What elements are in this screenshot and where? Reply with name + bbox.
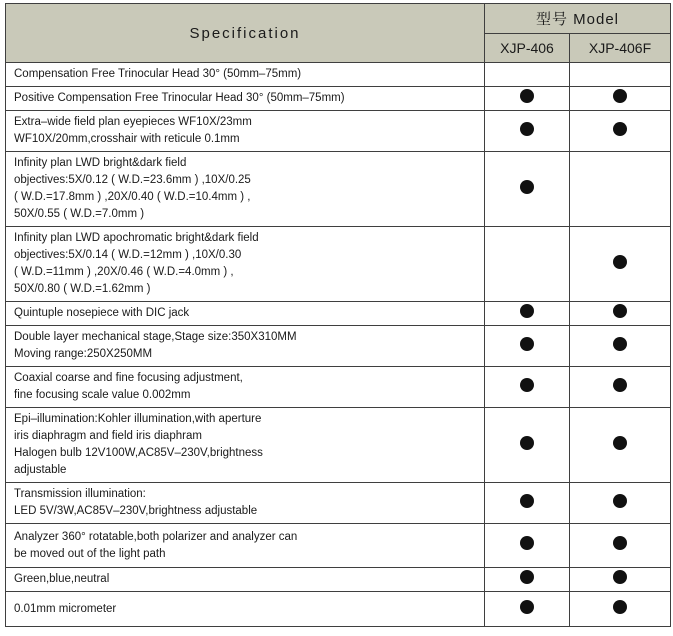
- model-xjp-406-header: XJP-406: [485, 33, 570, 63]
- spec-text: 0.01mm micrometer: [6, 592, 485, 627]
- spec-text: Green,blue,neutral: [6, 568, 485, 592]
- included-dot-icon: [613, 89, 627, 103]
- xjp-406-cell: [485, 408, 570, 483]
- xjp-406f-cell: [570, 87, 671, 111]
- included-dot-icon: [520, 304, 534, 318]
- xjp-406-cell: [485, 227, 570, 302]
- table-row: [6, 367, 671, 408]
- spec-text: Epi–illumination:Kohler illumination,with aperture iris diaphragm and field iris diaphram Halogen bulb 12V100W,AC85V–230V,brightness adjustable: [6, 408, 485, 483]
- xjp-406f-cell: [570, 326, 671, 367]
- table-row: [6, 326, 671, 367]
- xjp-406f-cell: [570, 367, 671, 408]
- table-row: [6, 227, 671, 302]
- included-dot-icon: [520, 89, 534, 103]
- xjp-406-cell: [485, 152, 570, 227]
- specification-rows: [6, 63, 671, 627]
- table-row: [6, 87, 671, 111]
- included-dot-icon: [613, 494, 627, 508]
- xjp-406-cell: [485, 568, 570, 592]
- xjp-406f-cell: [570, 111, 671, 152]
- specification-header: Specification: [6, 4, 485, 63]
- xjp-406f-cell: [570, 152, 671, 227]
- included-dot-icon: [520, 494, 534, 508]
- table-row: [6, 483, 671, 524]
- xjp-406-cell: [485, 302, 570, 326]
- included-dot-icon: [520, 600, 534, 614]
- spec-text: Infinity plan LWD bright&dark field objectives:5X/0.12 ( W.D.=23.6mm ) ,10X/0.25 ( W.D.=17.8mm ) ,20X/0.40 ( W.D.=10.4mm ) , 50X/0.55 ( W.D.=7.0mm ): [6, 152, 485, 227]
- included-dot-icon: [520, 378, 534, 392]
- included-dot-icon: [520, 570, 534, 584]
- spec-text: Analyzer 360° rotatable,both polarizer and analyzer can be moved out of the light path: [6, 524, 485, 568]
- xjp-406-cell: [485, 367, 570, 408]
- model-xjp-406f-header: XJP-406F: [570, 33, 671, 63]
- included-dot-icon: [613, 378, 627, 392]
- included-dot-icon: [613, 436, 627, 450]
- spec-text: Transmission illumination: LED 5V/3W,AC85V–230V,brightness adjustable: [6, 483, 485, 524]
- xjp-406f-cell: [570, 63, 671, 87]
- table-row: [6, 152, 671, 227]
- included-dot-icon: [520, 180, 534, 194]
- table-row: [6, 592, 671, 627]
- included-dot-icon: [613, 570, 627, 584]
- table-row: [6, 63, 671, 87]
- xjp-406f-cell: [570, 568, 671, 592]
- xjp-406f-cell: [570, 524, 671, 568]
- included-dot-icon: [520, 536, 534, 550]
- included-dot-icon: [520, 436, 534, 450]
- included-dot-icon: [613, 600, 627, 614]
- included-dot-icon: [613, 536, 627, 550]
- spec-text: Compensation Free Trinocular Head 30° (50mm–75mm): [6, 63, 485, 87]
- included-dot-icon: [613, 337, 627, 351]
- xjp-406-cell: [485, 592, 570, 627]
- xjp-406f-cell: [570, 483, 671, 524]
- included-dot-icon: [613, 122, 627, 136]
- model-header: 型号 Model: [485, 4, 671, 34]
- spec-text: Double layer mechanical stage,Stage size:350X310MM Moving range:250X250MM: [6, 326, 485, 367]
- table-row: [6, 302, 671, 326]
- table-row: [6, 111, 671, 152]
- xjp-406-cell: [485, 63, 570, 87]
- included-dot-icon: [520, 337, 534, 351]
- xjp-406-cell: [485, 483, 570, 524]
- spec-text: Positive Compensation Free Trinocular Head 30° (50mm–75mm): [6, 87, 485, 111]
- xjp-406f-cell: [570, 592, 671, 627]
- included-dot-icon: [613, 304, 627, 318]
- spec-text: Quintuple nosepiece with DIC jack: [6, 302, 485, 326]
- included-dot-icon: [520, 122, 534, 136]
- table-row: [6, 568, 671, 592]
- xjp-406-cell: [485, 326, 570, 367]
- spec-text: Coaxial coarse and fine focusing adjustment, fine focusing scale value 0.002mm: [6, 367, 485, 408]
- table-row: [6, 408, 671, 483]
- xjp-406f-cell: [570, 227, 671, 302]
- table-row: [6, 524, 671, 568]
- xjp-406-cell: [485, 524, 570, 568]
- xjp-406f-cell: [570, 302, 671, 326]
- xjp-406f-cell: [570, 408, 671, 483]
- included-dot-icon: [613, 255, 627, 269]
- xjp-406-cell: [485, 87, 570, 111]
- specification-table: [5, 3, 671, 627]
- spec-text: Extra–wide field plan eyepieces WF10X/23mm WF10X/20mm,crosshair with reticule 0.1mm: [6, 111, 485, 152]
- xjp-406-cell: [485, 111, 570, 152]
- spec-text: Infinity plan LWD apochromatic bright&dark field objectives:5X/0.14 ( W.D.=12mm ) ,10X/0.30 ( W.D.=11mm ) ,20X/0.46 ( W.D.=4.0mm ) , 50X/0.80 ( W.D.=1.62mm ): [6, 227, 485, 302]
